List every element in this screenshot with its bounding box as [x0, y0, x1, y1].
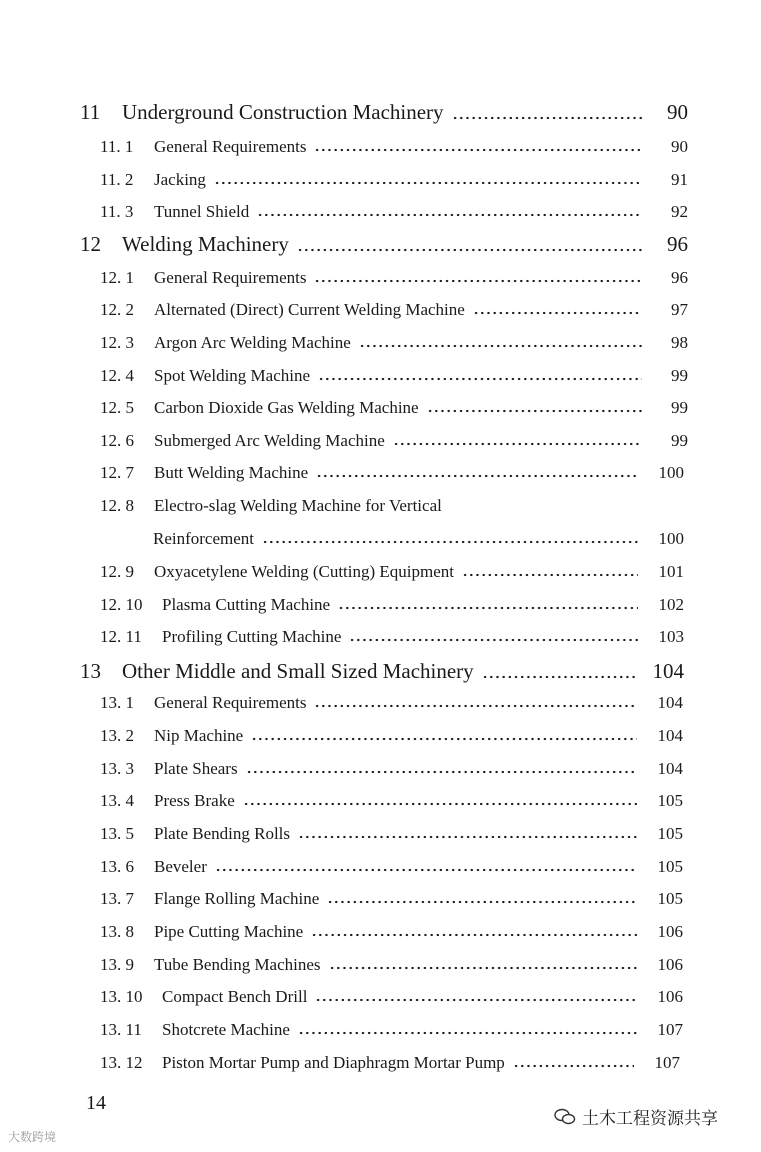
dot-leader	[473, 299, 642, 316]
toc-title: Nip Machine	[154, 726, 244, 745]
watermark-right	[554, 1104, 718, 1129]
toc-page: 103	[658, 627, 684, 646]
dot-leader	[311, 921, 637, 938]
dot-leader	[314, 267, 642, 284]
toc-number: 12. 3	[100, 333, 134, 352]
toc-number: 13. 2	[100, 726, 134, 745]
toc-page: 98	[671, 333, 688, 352]
toc-title: Plate Shears	[154, 759, 238, 778]
toc-number: 12. 10	[100, 595, 143, 614]
dot-leader	[327, 888, 637, 905]
dot-leader	[315, 986, 637, 1003]
dot-leader	[318, 365, 642, 382]
toc-page: 104	[652, 659, 684, 683]
toc-number: 12. 11	[100, 627, 142, 646]
watermark-left-text: 大数跨境	[8, 1130, 57, 1144]
dot-leader	[452, 100, 642, 121]
dot-leader	[215, 856, 637, 873]
toc-number: 11	[80, 100, 101, 124]
toc-title: General Requirements	[154, 693, 307, 712]
toc-page: 100	[658, 463, 684, 482]
toc-page: 96	[671, 268, 688, 287]
toc-page: 92	[671, 202, 688, 221]
toc-entry	[80, 100, 688, 125]
dot-leader	[482, 659, 638, 680]
toc-number: 12. 2	[100, 300, 134, 319]
dot-leader	[314, 692, 637, 709]
toc-entry	[80, 659, 684, 684]
dot-leader	[314, 136, 642, 153]
toc-entry	[100, 431, 688, 451]
toc-number: 13. 4	[100, 791, 134, 810]
toc-page: 99	[671, 398, 688, 417]
toc-title: Profiling Cutting Machine	[162, 627, 342, 646]
toc-page: 105	[657, 791, 683, 810]
toc-page: 97	[671, 300, 688, 319]
toc-title: Jacking	[154, 170, 206, 189]
toc-title: Butt Welding Machine	[154, 463, 309, 482]
toc-title: Flange Rolling Machine	[154, 889, 320, 908]
dot-leader	[297, 232, 642, 253]
dot-leader	[316, 462, 638, 479]
toc-number: 12. 7	[100, 463, 134, 482]
toc-entry	[80, 232, 688, 257]
toc-number: 12. 6	[100, 431, 134, 450]
toc-entry	[100, 627, 684, 647]
toc-title: Spot Welding Machine	[154, 366, 311, 385]
toc-entry	[100, 366, 688, 386]
toc-page: 90	[667, 100, 688, 124]
toc-entry	[100, 759, 683, 779]
dot-leader	[298, 1019, 637, 1036]
toc-number: 12	[80, 232, 101, 256]
toc-title: Plasma Cutting Machine	[162, 595, 331, 614]
toc-page: 105	[657, 889, 683, 908]
toc-number: 13. 1	[100, 693, 134, 712]
toc-title: Submerged Arc Welding Machine	[154, 431, 385, 450]
toc-entry	[100, 693, 683, 713]
toc-number: 13. 3	[100, 759, 134, 778]
toc-page: 104	[657, 693, 683, 712]
toc-entry	[100, 202, 688, 222]
toc-number: 13. 6	[100, 857, 134, 876]
watermark-left	[8, 1128, 56, 1145]
toc-entry	[100, 1020, 683, 1040]
toc-page: 105	[657, 824, 683, 843]
toc-page: 107	[657, 1020, 683, 1039]
toc-page: 99	[671, 431, 688, 450]
toc-page: 99	[671, 366, 688, 385]
dot-leader	[359, 332, 642, 349]
toc-entry	[100, 463, 684, 483]
toc-entry	[100, 922, 683, 942]
toc-number: 12. 1	[100, 268, 134, 287]
toc-page: 106	[657, 955, 683, 974]
toc-number: 11. 1	[100, 137, 134, 156]
toc-entry	[100, 170, 688, 190]
toc-title: Compact Bench Drill	[162, 987, 308, 1006]
toc-number: 11. 3	[100, 202, 134, 221]
toc-title: Plate Bending Rolls	[154, 824, 290, 843]
toc-page: 90	[671, 137, 688, 156]
toc-title: Reinforcement	[153, 529, 255, 548]
dot-leader	[329, 954, 637, 971]
toc-title: General Requirements	[154, 137, 307, 156]
toc-number: 12. 5	[100, 398, 134, 417]
toc-entry	[100, 857, 683, 877]
toc-entry	[153, 529, 684, 549]
toc-title: General Requirements	[154, 268, 307, 287]
toc-page: 101	[658, 562, 684, 581]
dot-leader	[462, 561, 638, 578]
toc-title: Carbon Dioxide Gas Welding Machine	[154, 398, 419, 417]
toc-number: 13. 11	[100, 1020, 142, 1039]
toc-title: Underground Construction Machinery	[122, 100, 444, 124]
toc-page: 102	[658, 595, 684, 614]
toc-page: 104	[657, 759, 683, 778]
dot-leader	[251, 725, 637, 742]
dot-leader	[262, 528, 638, 545]
dot-leader	[243, 790, 637, 807]
toc-entry	[100, 955, 683, 975]
toc-title: Argon Arc Welding Machine	[154, 333, 351, 352]
toc-entry	[100, 595, 684, 615]
toc-title: Shotcrete Machine	[162, 1020, 290, 1039]
toc-entry	[100, 268, 688, 288]
toc-entry	[100, 791, 683, 811]
toc-page: 105	[657, 857, 683, 876]
toc-number: 11. 2	[100, 170, 134, 189]
dot-leader	[349, 626, 638, 643]
toc-title: Press Brake	[154, 791, 235, 810]
toc-page: 96	[667, 232, 688, 256]
dot-leader	[393, 430, 642, 447]
toc-title: Piston Mortar Pump and Diaphragm Mortar Pump	[162, 1053, 505, 1072]
toc-entry	[100, 562, 684, 582]
dot-leader	[246, 758, 637, 775]
toc-title: Other Middle and Small Sized Machinery	[122, 659, 474, 683]
toc-entry	[100, 300, 688, 320]
toc-page: 106	[657, 922, 683, 941]
toc-title: Welding Machinery	[122, 232, 289, 256]
toc-entry	[100, 1053, 680, 1073]
toc-number: 12. 8	[100, 496, 134, 515]
toc-number: 13. 12	[100, 1053, 143, 1072]
toc-entry	[100, 137, 688, 157]
toc-entry	[100, 824, 683, 844]
toc-title: Alternated (Direct) Current Welding Machine	[154, 300, 465, 319]
toc-number: 12. 9	[100, 562, 134, 581]
toc-page: 107	[654, 1053, 680, 1072]
toc-number: 13. 9	[100, 955, 134, 974]
toc-page: 100	[658, 529, 684, 548]
toc-title: Pipe Cutting Machine	[154, 922, 304, 941]
toc-number: 12. 4	[100, 366, 134, 385]
toc-title: Electro-slag Welding Machine for Vertical	[154, 496, 442, 515]
page-number: 14	[86, 1092, 106, 1114]
toc-entry	[100, 398, 688, 418]
toc-number: 13. 10	[100, 987, 143, 1006]
toc-number: 13	[80, 659, 101, 683]
dot-leader	[298, 823, 637, 840]
toc-entry	[100, 496, 688, 516]
toc-number: 13. 7	[100, 889, 134, 908]
toc-title: Tunnel Shield	[154, 202, 250, 221]
toc-entry	[100, 726, 683, 746]
toc-entry	[100, 889, 683, 909]
toc-page: 104	[657, 726, 683, 745]
toc-entry	[100, 987, 683, 1007]
toc-number: 13. 5	[100, 824, 134, 843]
toc-number: 13. 8	[100, 922, 134, 941]
toc-page: 91	[671, 170, 688, 189]
dot-leader	[427, 397, 642, 414]
dot-leader	[214, 169, 642, 186]
dot-leader	[513, 1052, 634, 1069]
toc-entry	[100, 333, 688, 353]
watermark-right-text: 土木工程资源共享	[582, 1109, 718, 1129]
toc-page: 106	[657, 987, 683, 1006]
dot-leader	[257, 201, 642, 218]
dot-leader	[338, 594, 638, 611]
toc-title: Tube Bending Machines	[154, 955, 321, 974]
toc-title: Beveler	[154, 857, 207, 876]
wechat-icon	[554, 1108, 576, 1126]
toc-title: Oxyacetylene Welding (Cutting) Equipment	[154, 562, 454, 581]
